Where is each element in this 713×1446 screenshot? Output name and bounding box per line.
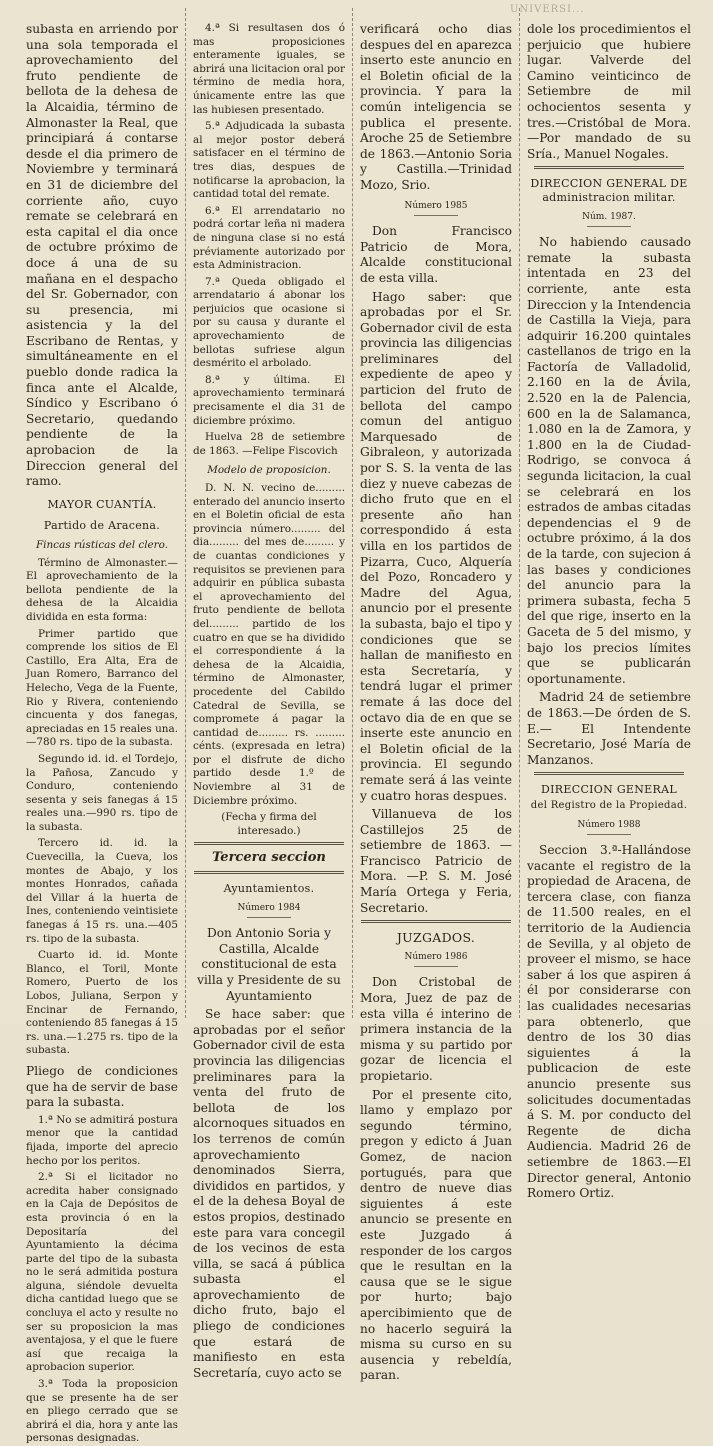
number-rule <box>414 966 458 967</box>
double-rule <box>194 842 344 845</box>
paragraph: 6.ª El arrendatario no podrá cortar leña ni madera de ninguna clase si no está préviamente autorizado por esta Administracion. <box>193 204 345 272</box>
subasta-text: subasta en arriendo por una sola temporada el aprovechamiento del fruto pendiente de bellota de la dehesa de la Alcaidia, término de Almonaster la Real, que principiará á contarse desde el dia primero de Noviembre y terminará en 31 de diciembre del corriente año, cuyo remate se celebrará en esta capital el dia once de octubre próximo de doce á una de su mañana en el despacho del Sr. Gobernador, con su presencia, mi asistencia y la del Escribano de Rentas, y simultáneamente en el pueblo donde radica la finca ante el Alcalde, Síndico y Escribano ó Secretario, quedando pendiente de la aprobacion de la Direccion general del ramo. <box>26 22 178 489</box>
column-divider <box>185 8 186 1018</box>
paragraph: 2.ª Si el licitador no acredita haber consignado en la Caja de Depósitos de esta provincia ó en la Depositaría del Ayuntamiento la décima parte del tipo de la subasta no le será admitida postura alguna, siéndole devuelta dicha cantidad luego que se concluya el acto y resulte no ser su proposicion la mas aventajosa, y el que le fuere así que recaiga la aprobacion superior. <box>26 1171 178 1374</box>
paragraph: Primer partido que comprende los sitios de El Castillo, Era Alta, Era de Juan Romero, Barranco del Helecho, Vega de la Fuente, Rio y Rivera, conteniendo cincuenta y dos fanegas, apreciadas en 15 reales una.—780 rs. tipo de la subasta. <box>26 627 178 749</box>
paragraph: 7.ª Queda obligado el arrendatario á abonar los perjuicios que ocasione si por su causa y durante el aprovechamiento de bellotas sufriese algun desmérito el arbolado. <box>193 275 345 370</box>
modelo-heading: Modelo de proposicion. <box>207 464 331 477</box>
signature-line: Huelva 28 de setiembre de 1863. —Felipe Fiscovich <box>193 431 345 457</box>
notice-number: Número 1988 <box>577 819 641 830</box>
paragraph: Cuarto id. id. Monte Blanco, el Toril, Monte Romero, Puerto de los Lobos, Juliana, Serpon y Encinar de Fernando, conteniendo 85 fanegas á 15 rs. una.—1.275 rs. tipo de la subasta. <box>26 949 178 1057</box>
registro-subheading: del Registro de la Propiedad. <box>530 799 688 811</box>
paragraph: 1.ª No se admitirá postura menor que la cantidad fijada, importe del aprecio hecho por los peritos. <box>26 1113 178 1167</box>
direccion-subheading: administracion militar. <box>542 190 676 204</box>
paragraph: Tercero id. id. la Cuevecilla, la Cueva, los montes de Abajo, y los montes Honrados, cañada del Villar á la huerta de Ines, conteniendo veintisiete fanegas á 15 rs. una.—405 rs. tipo de la subasta. <box>26 837 178 945</box>
notice-number: Núm. 1987. <box>582 211 636 222</box>
library-stamp: UNIVERSI... <box>510 4 585 15</box>
notice-author: Don Cristobal de Mora, Juez de paz de esta villa é interino de primera instancia de la misma y su partido por gozar de licencia el propietario. <box>360 975 512 1083</box>
pliego-heading: Pliego de condiciones que ha de servir de base para la subasta. <box>26 1063 178 1110</box>
column-divider <box>352 8 353 1018</box>
column-1 <box>26 22 178 1445</box>
paragraph: Villanueva de los Castillejos 25 de setiembre de 1863. —Francisco Patricio de Mora. —P. S. M. José María Ortega y Feria, Secretario. <box>360 807 512 915</box>
seccion-heading: Tercera seccion <box>212 850 326 866</box>
number-rule <box>414 215 458 216</box>
paragraph: verificará ocho dias despues del en aparezca inserto este anuncio en el Boletin oficial de la provincia. Y para la común inteligencia se publica el presente. Aroche 25 de Setiembre de 1863.—Antonio Soria y Castilla.—Trinidad Mozo, Srio. <box>360 22 512 192</box>
section-heading: MAYOR CUANTÍA. <box>47 497 157 511</box>
paragraph: dole los procedimientos el perjuicio que hubiere lugar. Valverde del Camino veinticinco de Setiembre de mil ochocientos sesenta y tres.—Cristóbal de Mora.—Por mandado de su Sría., Manuel Nogales. <box>527 22 691 161</box>
paragraph: Segundo id. id. el Tordejo, la Pañosa, Zancudo y Conduro, conteniendo sesenta y seis fanegas á 15 reales una.—990 rs. tipo de la subasta. <box>26 752 178 833</box>
direccion-heading: DIRECCION GENERAL DE <box>530 177 688 191</box>
notice-author: Don Francisco Patricio de Mora, Alcalde constitucional de esta villa. <box>360 224 512 285</box>
signature-line: Madrid 24 de setiembre de 1863.—De órden de S. E.— El Intendente Secretario, José María de Manzanos. <box>527 690 691 767</box>
number-rule <box>587 226 631 227</box>
paragraph: 5.ª Adjudicada la subasta al mejor postor deberá satisfacer en el término de tres dias, despues de notificarse la aprobacion, la cantidad total del remate. <box>193 120 345 201</box>
column-2 <box>193 22 345 1380</box>
notice-number: Número 1985 <box>404 200 468 211</box>
paragraph: 3.ª Toda la proposicion que se presente ha de ser en pliego cerrado que se abrirá el dia, hora y ante las personas designadas. <box>26 1378 178 1445</box>
number-rule <box>247 917 291 918</box>
partido-heading: Partido de Aracena. <box>43 519 161 533</box>
double-rule <box>534 166 684 169</box>
notice-number: Número 1984 <box>237 902 301 913</box>
double-rule <box>534 772 684 775</box>
column-3 <box>360 22 512 1383</box>
paragraph: 4.ª Si resultasen dos ó mas proposiciones enteramente iguales, se abrirá una licitacion oral por término de media hora, únicamente entre las que las hubiesen presentado. <box>193 22 345 116</box>
ayuntamientos-heading: Ayuntamientos. <box>223 882 315 896</box>
notice-author: Don Antonio Soria y Castilla, Alcalde constitucional de esta villa y Presidente de su Ayuntamiento <box>197 926 341 1003</box>
paragraph: Por el presente cito, llamo y emplazo por segundo término, pregon y edicto á Juan Gomez, de nacion portugués, para que dentro de nueve dias siguientes á este anuncio se presente en este Juzgado á responder de los cargos que le resultan en la causa que se le sigue por hurto; bajo apercibimiento que de no hacerlo seguirá la misma su curso en su ausencia y rebeldía, paran. <box>360 1087 512 1383</box>
paragraph: Hago saber: que aprobadas por el Sr. Gobernador civil de esta provincia las diligencias preliminares del expediente de apeo y particion del fruto de bellota del campo comun del antiguo Marquesado de Gibraleon, y autorizada por S. S. la venta de las diez y nueve cabezas de dicho fruto que en el presente año han correspondido á esta villa en los partidos de Pizarra, Cuco, Alquería del Pozo, Roncadero y Madre del Agua, anuncio por el presente la subasta, bajo el tipo y condiciones que se hallan de manifiesto en esta Secretaría, y tendrá lugar el primer remate á las doce del octavo dia de en que se inserte este anuncio en el Boletin oficial de la provincia. El segundo remate será á las veinte y cuatro horas despues. <box>360 289 512 803</box>
paragraph: Término de Almonaster.—El aprovechamiento de la bellota pendiente de la dehesa de la Alcaidia dividida en esta forma: <box>26 556 178 623</box>
number-rule <box>587 834 631 835</box>
double-rule <box>361 920 511 923</box>
fecha-firma: (Fecha y firma del interesado.) <box>221 811 317 837</box>
paragraph: D. N. N. vecino de......... enterado del anuncio inserto en el Boletin oficial de esta provincia número......... del dia......... del mes de......... y de cuantas condiciones y requisitos se previenen para adquirir en pública subasta el aprovechamiento del fruto pendiente de bellota del......... partido de los cuatro en que se ha dividido el correspondiente á la dehesa de la Alcaidia, término de Almonaster, procedente del Cabildo Catedral de Sevilla, se compromete á pagar la cantidad de......... rs. ......... cénts. (expresada en letra) por el disfrute de dicho partido desde 1.º de Noviembre al 31 de Diciembre próximo. <box>193 482 345 807</box>
paragraph: Se hace saber: que aprobadas por el señor Gobernador civil de esta provincia las diligencias preliminares para la venta del fruto de bellota de los alcornoques situados en los terrenos de común aprovechamiento denominados Sierra, divididos en partidos, y el de la dehesa Boyal de estos propios, destinado este para vara concegil de los vecinos de esta villa, se sacá á pública subasta el aprovechamiento de dicho fruto, bajo el pliego de condiciones que estará de manifiesto en esta Secretaría, cuyo acto se <box>193 1007 345 1380</box>
paragraph: No habiendo causado remate la subasta intentada en 23 del corriente, ante esta Direccion y la Intendencia de Castilla la Vieja, para adquirir 16.200 quintales castellanos de trigo en la Factoría de Valladolid, 2.160 en la de Ávila, 2.520 en la de Palencia, 600 en la de Salamanca, 1.080 en la de Zamora, y 1.800 en la de Ciudad-Rodrigo, se convoca á segunda licitacion, la cual se celebrará en los estrados de ambas citadas dependencias el 9 de octubre próximo, á la dos de la tarde, con sujecion á las bases y condiciones del anuncio para la primera subasta, fecha 5 del que rige, inserto en la Gaceta de 5 del mismo, y bajo los precios límites que se publicarán oportunamente. <box>527 235 691 686</box>
notice-number: Número 1986 <box>404 951 468 962</box>
registro-heading: DIRECCION GENERAL <box>541 783 677 797</box>
double-rule <box>194 871 344 874</box>
fincas-heading: Fincas rústicas del clero. <box>35 539 169 551</box>
juzgados-heading: JUZGADOS. <box>396 930 476 946</box>
paragraph: 8.ª y última. El aprovechamiento terminará precisamente el dia 31 de diciembre próximo. <box>193 373 345 427</box>
paragraph: Seccion 3.ª-Hallándose vacante el registro de la propiedad de Aracena, de tercera clase, con fianza de 11.500 reales, en el territorio de la Audiencia de Sevilla, y al objeto de proveer el mismo, se hace saber á los que aspiren á él por considerarse con las cualidades necesarias para obtenerlo, que dentro de los 30 dias siguientes á la publicacion de este anuncio presente sus solicitudes documentadas á S. M. por conducto del Regente de dicha Audiencia. Madrid 26 de setiembre de 1863.—El Director general, Antonio Romero Ortiz. <box>527 843 691 1201</box>
column-divider <box>519 8 520 1018</box>
column-4 <box>527 22 691 1201</box>
